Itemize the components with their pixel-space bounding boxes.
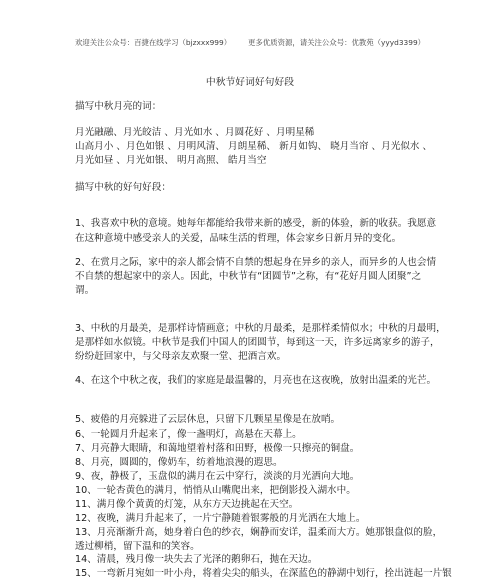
document-title: 中秋节好词好句好段 <box>205 77 295 88</box>
paragraph-line: 纷纷赶回家中，与父母亲友欢聚一堂、把酒言欢。 <box>75 351 287 362</box>
sentence-line: 7、月亮静大眼睛，和蔼地望着村落和田野，极像一只擦亮的铜盘。 <box>75 443 360 454</box>
sentence-line: 透过柳梢，留下温和的笑容。 <box>75 541 200 552</box>
sentence-line: 12、夜晚，满月升起来了，一片宁静随着银雾般的月光洒在大地上。 <box>75 513 366 524</box>
sentence-line: 9、夜，静极了，玉盘似的满月在云中穿行，淡淡的月光洒向大地。 <box>75 471 360 482</box>
word-list-line: 月光融融、月光皎洁 、月光如水 、月圆花好 、月明星稀 <box>75 127 315 138</box>
sentence-line: 13、月亮渐渐升高，她身着白色的纱衣，娴静而安详，温柔而大方。她那银盘似的脸， <box>75 527 443 538</box>
sentence-line: 15、一弯新月宛如一叶小舟，将着尖尖的船头，在深蓝色的静湖中划行，拴出涟起一片银 <box>75 568 452 579</box>
paragraph-line: 是那样如水似镜。中秋节是我们中国人的团圆节，每到这一天，许多远离家乡的游子， <box>75 337 440 348</box>
sentence-line: 5、疲倦的月亮躲进了云层休息，只留下几颗星星像是在放哨。 <box>75 414 341 425</box>
section-heading-moon-words: 描写中秋月亮的词： <box>75 101 162 112</box>
paragraph-line: 4、在这个中秋之夜，我们的家庭是最温馨的，月亮也在这夜晚，放射出温柔的光芒。 <box>75 375 437 386</box>
section-heading-good-sentences: 描写中秋的好句好段： <box>75 182 171 193</box>
sentence-line: 8、月亮，圆圆的，像奶车，纺着地浪漫的遐思。 <box>75 457 283 468</box>
paragraph-line: 在这种意境中感受亲人的关爱，品味生活的哲理，体会家乡日新月异的变化。 <box>75 233 402 244</box>
paragraph-line: 3、中秋的月最美，是那样诗情画意；中秋的月最柔，是那样柔情似水；中秋的月最明， <box>75 323 446 334</box>
sentence-line: 6、一轮圆月升起来了，像一盏明灯，高悬在天幕上。 <box>75 429 302 440</box>
word-list-line: 山高月小 、月色如银 、月明风清、 月朗星稀、 新月如钩、 晓月当帘 、月光似水 、 <box>75 141 433 152</box>
word-list-line: 月光如昼 、月光如银、 明月高照、 皓月当空 <box>75 155 267 166</box>
paragraph-line: 谓。 <box>75 285 95 296</box>
sentence-line: 10、一轮杏黄色的满月，悄悄从山嘴爬出来，把倒影投入湖水中。 <box>75 485 356 496</box>
header-left-text: 欢迎关注公众号：百捷在线学习（bjzxxx999） <box>75 38 232 47</box>
paragraph-line: 2、在赏月之际，家中的亲人都会情不自禁的想起身在异乡的亲人，而异乡的人也会情 <box>75 257 437 268</box>
sentence-line: 11、满月像个黄黄的灯笼，从东方天边挑起在天空。 <box>75 499 299 510</box>
paragraph-line: 1、我喜欢中秋的意境。她每年都能给我带来新的感受，新的体验，新的收获。我愿意 <box>75 218 437 229</box>
sentence-line: 14、清晨，残月像一块失去了光泽的鹅卵石，抛在天边。 <box>75 554 318 565</box>
paragraph-line: 不自禁的想起家中的亲人。因此，中秋节有“团圆节”之称，有“花好月圆人团聚”之 <box>75 271 422 282</box>
header-right-text: 更多优质资源，请关注公众号：优教苑（yyyd3399） <box>248 38 426 47</box>
